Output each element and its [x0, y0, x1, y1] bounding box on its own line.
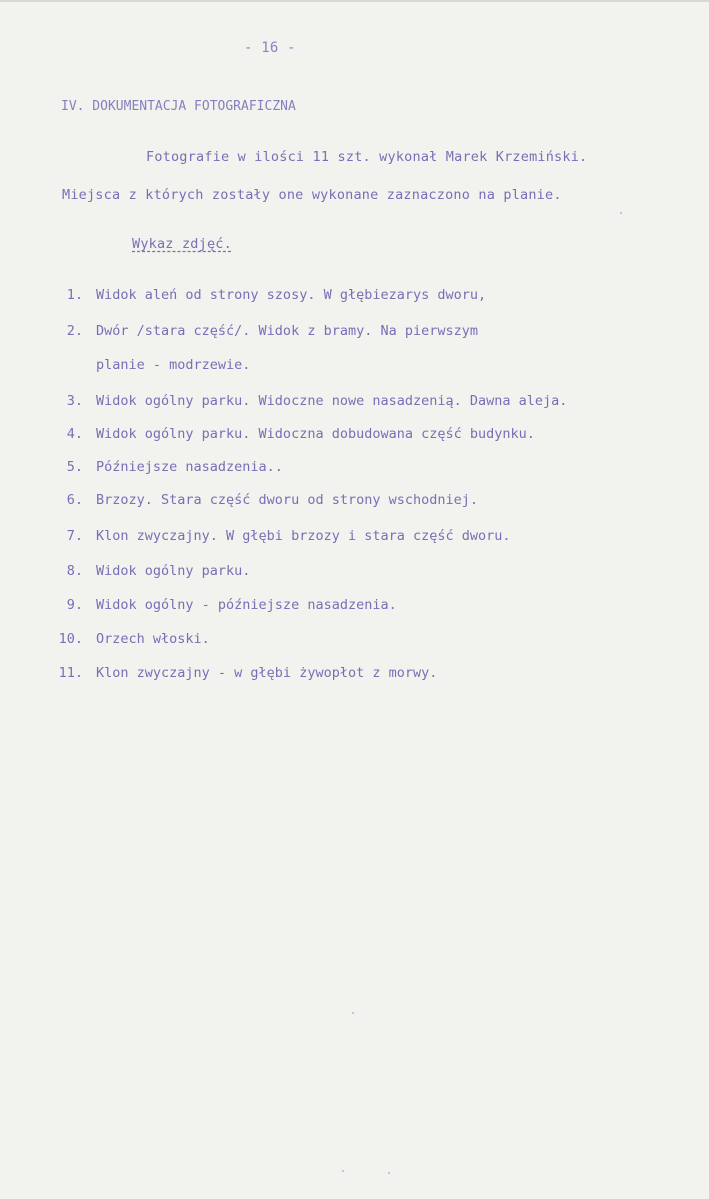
- section-heading: IV. DOKUMENTACJA FOTOGRAFICZNA: [61, 99, 296, 114]
- item-number: 10.: [58, 631, 83, 647]
- intro-line-2: Miejsca z których zostały one wykonane zaznaczono na planie.: [62, 187, 562, 203]
- item-text: Widok ogólny parku. Widoczne nowe nasadzenią. Dawna aleja.: [96, 393, 568, 409]
- paper-speck: [388, 1172, 390, 1174]
- paper-speck: [352, 1012, 354, 1014]
- item-text: Orzech włoski.: [96, 631, 210, 647]
- item-text: Dwór /stara część/. Widok z bramy. Na pierwszym: [96, 323, 479, 339]
- item-number: 7.: [66, 528, 83, 544]
- item-number: 6.: [66, 492, 83, 508]
- item-continuation-text: planie - modrzewie.: [96, 357, 251, 373]
- item-text: Późniejsze nasadzenia..: [96, 459, 283, 475]
- intro-line-1: Fotografie w ilości 11 szt. wykonał Marek Krzemiński.: [146, 149, 588, 165]
- page-number: - 16 -: [244, 40, 296, 56]
- item-number: 9.: [66, 597, 83, 613]
- item-number: 8.: [66, 563, 83, 579]
- item-text: Klon zwyczajny - w głębi żywopłot z morwy.: [96, 665, 438, 681]
- item-text: Klon zwyczajny. W głębi brzozy i stara część dworu.: [96, 528, 511, 544]
- page-top-edge: [0, 0, 709, 2]
- item-number: 11.: [58, 665, 83, 681]
- paper-speck: [620, 212, 622, 214]
- item-number: 5.: [66, 459, 83, 475]
- item-number: 4.: [66, 426, 83, 442]
- item-text: Widok aleń od strony szosy. W głębiezarys dworu,: [96, 287, 487, 303]
- item-text: Widok ogólny parku. Widoczna dobudowana część budynku.: [96, 426, 535, 442]
- item-number: 1.: [66, 287, 83, 303]
- item-text: Widok ogólny parku.: [96, 563, 251, 579]
- item-text: Brzozy. Stara część dworu od strony wschodniej.: [96, 492, 479, 508]
- paper-speck: [342, 1170, 344, 1172]
- item-text: Widok ogólny - późniejsze nasadzenia.: [96, 597, 397, 613]
- list-title: Wykaz zdjęć.: [132, 236, 232, 252]
- item-number: 3.: [66, 393, 83, 409]
- item-number: 2.: [66, 323, 83, 339]
